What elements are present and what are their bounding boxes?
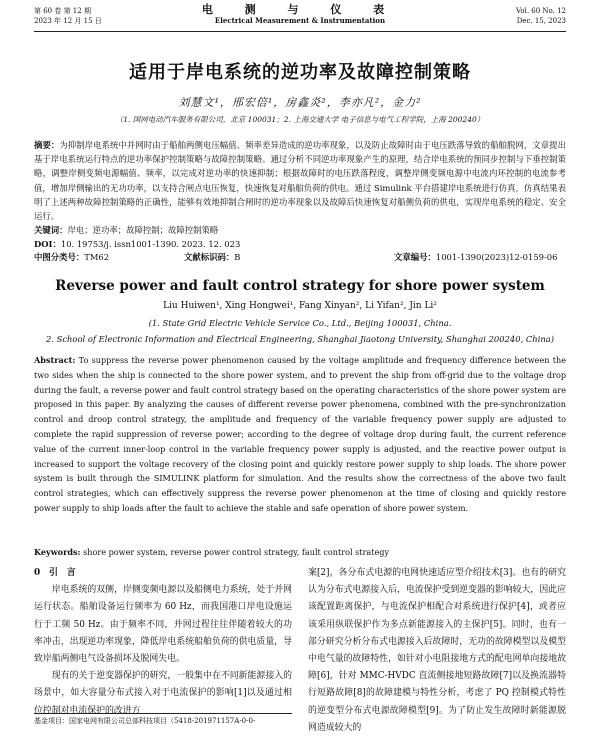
doi-value: 10. 19753/j. issn1001-1390. 2023. 12. 023 <box>60 239 241 249</box>
footnote-funding: 基金项目：国家电网有限公司总部科技项目（5418-201971157A-0-0- <box>34 713 292 726</box>
article-number <box>394 251 557 263</box>
abstract-cn-label: 摘要： <box>34 140 60 150</box>
header-volume-en: Vol. 60 No. 12 <box>515 7 566 15</box>
header-date: 2023 年 12 月 15 日 <box>34 17 102 25</box>
doc-value: B <box>234 252 241 262</box>
keywords-en-label: Keywords: <box>34 547 81 557</box>
abstract-cn <box>34 138 566 223</box>
header-date-en: Dec. 15, 2023 <box>516 17 566 25</box>
affiliation-en-2: 2. School of Electronic Information and Electrical Engineering, Shanghai Jiaotong University, Shanghai 200240, China) <box>45 334 555 344</box>
section-heading: 0 引 言 <box>34 568 76 578</box>
doi-label: DOI： <box>34 239 61 249</box>
affiliation-en-1: (1. State Grid Electric Vehicle Service Co., Ltd., Beijing 100031, China. <box>148 318 452 328</box>
body-paragraph: 岸电系统的双侧，岸侧变频电源以及船侧电力系统，处于并网运行状态。船舶设备运行频率为 60 Hz，而我国港口岸电设施运行于工频 50 Hz。由于频率不同，并网过程往往伴随着较大的功率冲击，出现逆功率现象，降低岸电系统船舶负荷的供电质量，导致岸船两侧电气设备损坏及脱网失电。 <box>34 585 292 665</box>
doc-code <box>184 251 240 263</box>
clc-label: 中图分类号： <box>34 252 85 262</box>
authors-cn: 刘慧文¹，邢宏倍¹，房鑫炎²，李亦凡²，金力² <box>178 96 422 109</box>
abstract-cn-text: 为抑制岸电系统中并网时由于船舶两侧电压幅值、频率差异造成的逆功率现象，以及防止故障时由于电压跌落导致的船舶脱网，文章提出基于岸电系统运行特点的逆功率保护控制策略与故障控制策略。通过分析不同逆功率现象产生的原理，结合岸电系统的预同步控制与下垂控制策略，调整岸侧变频电源幅值、频率，以完成对逆功率的快速抑制；根据故障时的电压跌落程度，调整岸侧变频电源中电流内环控制的电流参考值，增加岸侧输出的无功功率，以支持合闸点电压恢复，快速恢复对船舶负荷的供电。通过 Simulink 平台搭建岸电系统进行仿真，仿真结果表明了上述两种故障控制策略的正确性，能够有效地抑制合闸时的逆功率现象以及故障后快速恢复对船侧负荷的供电，实现岸电系统的稳定、安全运行。 <box>34 140 567 222</box>
classification-line <box>34 251 566 263</box>
body-left-column <box>34 565 292 720</box>
header-volume: 第 60 卷 第 12 期 <box>34 7 91 15</box>
article-label: 文章编号： <box>394 252 436 262</box>
abstract-en-text: To suppress the reverse power phenomenon caused by the voltage amplitude and frequency difference between the two sides when the ship is connected to the shore power system, and to prevent the ship from off-grid due to the voltage drop during the fault, a reverse power and fault control strategy based on the operating characteristics of the shore power system are proposed in this paper. By analyzing the causes of different reverse power phenomena, combined with the pre-synchronization control and droop control strategy, the amplitude and frequency of the variable frequency power supply are adjusted to complete the rapid suppression of reverse power; according to the degree of voltage drop during fault, the current reference value of the current inner-loop control in the variable frequency power supply is adjusted, and the reactive power output is increased to support the voltage recovery of the closing point and quickly restore power supply to ship loads. The shore power system is built through the SIMULINK platform for simulation. And the results show the correctness of the above two fault control strategies, which can effectively suppress the reverse power phenomenon at the time of closing and quickly restore power supply to ship loads after the fault to achieve the stable and safe operation of shore power system. <box>34 355 566 513</box>
keywords-en-text: shore power system, reverse power control strategy, fault control strategy <box>80 547 390 557</box>
paper-title-en: Reverse power and fault control strategy for shore power system <box>55 278 545 294</box>
body-right-column <box>308 565 566 737</box>
journal-name-cn: 电 测 与 仪 表 <box>201 3 399 16</box>
abstract-en-label: Abstract: <box>34 355 76 365</box>
keywords-en <box>34 545 566 559</box>
journal-name-en: Electrical Measurement & Instrumentation <box>214 16 386 25</box>
body-paragraph: 案[2]，各分布式电源的电网快速适应型介绍技术[3]。也有的研究认为分布式电源接入后，电流保护受到逆变器的影响较大，因此应该配置距离保护，与电流保护相配合对系统进行保护[4]，或者应该采用纵联保护作为多点新能源接入的主保护[5]。同时，也有一部分研究分析分布式电源接入后故障时，无功的故障模型以及模型中电气量的故障特性，如针对小电阻接地方式的配电网单向接地故障[6]，针对 MMC-HVDC 直流侧接地短路故障[7]以及换流器特行短路故障[8]的故障建模与特性分析，考虑了 PQ 控制模式特性的逆变型分布式电源故障模型[9]。为了防止发生故障时新能源脱网造成较大的 <box>308 568 566 733</box>
doc-label: 文献标识码： <box>184 252 235 262</box>
header-rule <box>34 31 566 32</box>
keywords-cn-text: 岸电；逆功率；故障控制；故障控制策略 <box>67 225 219 235</box>
article-value: 1001-1390(2023)12-0159-06 <box>435 252 558 262</box>
affiliations-cn: （1. 国网电动汽车服务有限公司，北京 100031；2. 上海交通大学 电子信息与电气工程学院，上海 200240） <box>115 115 485 124</box>
keywords-cn <box>34 223 566 237</box>
doi <box>34 237 566 251</box>
body-paragraph: 现有的关于逆变器保护的研究，一般集中在不同新能源接入的场景中，如大容量分布式接入对于电流保护的影响[1]以及通过相位控制对电流保护的改进方 <box>34 671 292 716</box>
keywords-cn-label: 关键词： <box>34 225 68 235</box>
header-right <box>516 6 566 26</box>
clc-value: TM62 <box>84 252 110 262</box>
page-header <box>34 4 566 34</box>
clc-number <box>34 251 109 263</box>
paper-title-cn: 适用于岸电系统的逆功率及故障控制策略 <box>129 62 471 83</box>
header-center <box>34 4 566 26</box>
abstract-en <box>34 353 566 516</box>
authors-en: Liu Huiwen¹, Xing Hongwei¹, Fang Xinyan², Li Yifan², Jin Li² <box>163 301 437 311</box>
